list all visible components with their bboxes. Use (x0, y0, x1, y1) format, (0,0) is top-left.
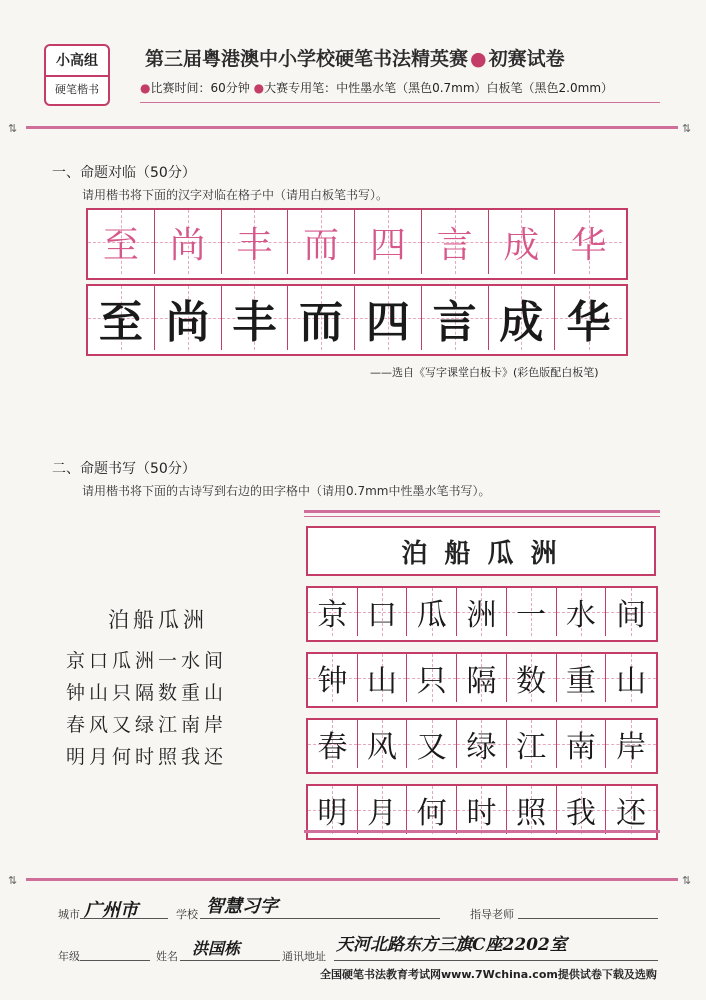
pink-char: 言 (436, 224, 473, 266)
grid-cell (606, 786, 656, 834)
poem-char: 洲 (466, 598, 497, 633)
poem-char: 钟 (317, 664, 348, 699)
grid-cell (507, 654, 557, 702)
poem-grid-row (306, 586, 658, 642)
pink-char: 尚 (169, 224, 206, 266)
grid-cell (358, 588, 408, 636)
header-underline (140, 102, 660, 103)
grid-cell (308, 654, 358, 702)
grid-cell (457, 654, 507, 702)
poem-char: 江 (516, 730, 547, 765)
section1-heading: 一、命题对临（50分） (52, 165, 196, 181)
bottom-divider (26, 878, 678, 881)
black-char: 华 (566, 297, 611, 348)
black-char: 成 (499, 297, 544, 348)
grid-cell (555, 210, 622, 274)
cut-mark-icon: ⇅ (682, 122, 692, 135)
pink-char: 至 (102, 224, 139, 266)
section1-instruction: 请用楷书将下面的汉字对临在格子中（请用白板笔书写）。 (82, 188, 389, 202)
grid-cell (155, 286, 222, 350)
poem-grid-row (306, 718, 658, 774)
black-char: 丰 (232, 297, 277, 348)
grid-cell (507, 720, 557, 768)
poem-grid-top-bar (304, 510, 660, 513)
pink-char: 成 (503, 224, 540, 266)
bullet-icon: ● (140, 81, 151, 95)
grid-cell (407, 588, 457, 636)
grid-cell (507, 588, 557, 636)
grid-cell (557, 588, 607, 636)
poem-char: 岸 (616, 730, 647, 765)
poem-char: 春 (317, 730, 348, 765)
footer-note: 全国硬笔书法教育考试网www.7Wchina.com提供试卷下载及选购 (320, 968, 657, 981)
pink-char: 四 (369, 224, 406, 266)
grid-cell (222, 286, 289, 350)
poem-grid (306, 586, 658, 850)
poem-char: 口 (367, 598, 398, 633)
reference-grid-pink (86, 208, 628, 280)
grid-cell (308, 720, 358, 768)
black-char: 至 (98, 297, 143, 348)
title-dot: ● (470, 48, 487, 70)
group-badge (44, 44, 110, 106)
exam-time: 比赛时间：60分钟 (150, 81, 250, 95)
cut-mark-icon: ⇅ (8, 122, 18, 135)
pink-char: 丰 (236, 224, 273, 266)
grid-cell (507, 786, 557, 834)
address-field[interactable] (334, 960, 658, 961)
poem-char: 隔 (466, 664, 497, 699)
grid-cell (88, 286, 155, 350)
pink-char: 华 (570, 224, 607, 266)
pink-char: 而 (303, 224, 340, 266)
grid-cell (288, 210, 355, 274)
teacher-label: 指导老师 (470, 908, 514, 921)
school-label: 学校 (176, 908, 198, 921)
black-char: 而 (299, 297, 344, 348)
poem-char: 瓜 (416, 598, 447, 633)
poem-char: 风 (367, 730, 398, 765)
grid-cell (606, 654, 656, 702)
grid-cell (489, 286, 556, 350)
grid-cell (457, 588, 507, 636)
grade-field[interactable] (80, 960, 150, 961)
poem-char: 绿 (466, 730, 497, 765)
poem-char: 数 (516, 664, 547, 699)
grid-cell (422, 286, 489, 350)
poem-char: 又 (416, 730, 447, 765)
address-value: 天河北路东方三旗C座2202室 (336, 935, 567, 955)
badge-divider (46, 75, 108, 77)
poem-char: 我 (565, 796, 596, 831)
poem-char: 山 (367, 664, 398, 699)
exam-pens: 大赛专用笔：中性墨水笔（黑色0.7mm）白板笔（黑色2.0mm） (264, 81, 614, 95)
grid-cell (358, 786, 408, 834)
grid-cell (557, 654, 607, 702)
poem-grid-row (306, 652, 658, 708)
grid-cell (355, 210, 422, 274)
grid-cell (422, 210, 489, 274)
poem-title-left: 泊船瓜洲 (108, 608, 208, 632)
badge-category-label: 硬笔楷书 (55, 83, 99, 96)
grid-cell (358, 654, 408, 702)
poem-char: 间 (616, 598, 647, 633)
reference-grid-black (86, 284, 628, 356)
poem-char: 京 (317, 598, 348, 633)
grid-cell (407, 654, 457, 702)
name-field[interactable] (180, 960, 280, 961)
black-char: 四 (365, 297, 410, 348)
grid-cell (557, 786, 607, 834)
cut-mark-icon: ⇅ (682, 874, 692, 887)
poem-line-3: 春风又绿江南岸 (66, 714, 228, 736)
city-value: 广州市 (84, 900, 138, 921)
poem-char: 南 (565, 730, 596, 765)
name-label: 姓名 (156, 950, 178, 963)
poem-char: 还 (616, 796, 647, 831)
poem-char: 时 (466, 796, 497, 831)
poem-char: 只 (416, 664, 447, 699)
grid-cell (407, 720, 457, 768)
poem-title-grid: 泊 船 瓜 洲 (401, 538, 561, 569)
grid-cell (288, 286, 355, 350)
grid-cell (222, 210, 289, 274)
teacher-field[interactable] (518, 918, 658, 919)
poem-title-box (306, 526, 656, 576)
section2-instruction: 请用楷书将下面的古诗写到右边的田字格中（请用0.7mm中性墨水笔书写）。 (82, 484, 491, 498)
poem-char: 水 (565, 598, 596, 633)
grid-cell (457, 720, 507, 768)
poem-char: 重 (565, 664, 596, 699)
section2-heading: 二、命题书写（50分） (52, 461, 196, 477)
bullet-icon: ● (253, 81, 265, 95)
poem-char: 山 (616, 664, 647, 699)
title-sub: 初赛试卷 (488, 48, 565, 70)
city-label: 城市 (58, 908, 80, 921)
poem-grid-top-line (304, 516, 660, 517)
grid-cell (557, 720, 607, 768)
poem-char: 明 (317, 796, 348, 831)
grid-cell (308, 588, 358, 636)
exam-info (140, 79, 613, 96)
grid-cell (355, 286, 422, 350)
grid-cell (308, 786, 358, 834)
grid-cell (407, 786, 457, 834)
name-value: 洪国栋 (192, 939, 241, 958)
school-field[interactable] (200, 918, 440, 919)
poem-line-4: 明月何时照我还 (66, 746, 228, 768)
title-main: 第三届粤港澳中小学校硬笔书法精英赛 (145, 48, 469, 70)
page-title (145, 44, 685, 71)
source-credit: ——选自《写字课堂白板卡》(彩色版配白板笔) (370, 366, 599, 379)
cut-mark-icon: ⇅ (8, 874, 18, 887)
badge-group-label: 小高组 (56, 53, 98, 69)
poem-char: 照 (516, 796, 547, 831)
poem-char: 月 (367, 796, 398, 831)
black-char: 尚 (165, 297, 210, 348)
poem-char: 何 (416, 796, 447, 831)
grid-cell (489, 210, 556, 274)
poem-line-2: 钟山只隔数重山 (66, 682, 228, 704)
grid-cell (88, 210, 155, 274)
school-value: 智慧习字 (206, 896, 278, 917)
address-label: 通讯地址 (282, 950, 326, 963)
grid-cell (555, 286, 622, 350)
grid-cell (155, 210, 222, 274)
poem-char: 一 (516, 598, 547, 633)
grid-cell (606, 588, 656, 636)
black-char: 言 (432, 297, 477, 348)
grid-cell (358, 720, 408, 768)
grid-cell (606, 720, 656, 768)
grade-label: 年级 (58, 950, 80, 963)
top-divider (26, 126, 678, 129)
poem-line-1: 京口瓜洲一水间 (66, 650, 228, 672)
grid-cell (457, 786, 507, 834)
